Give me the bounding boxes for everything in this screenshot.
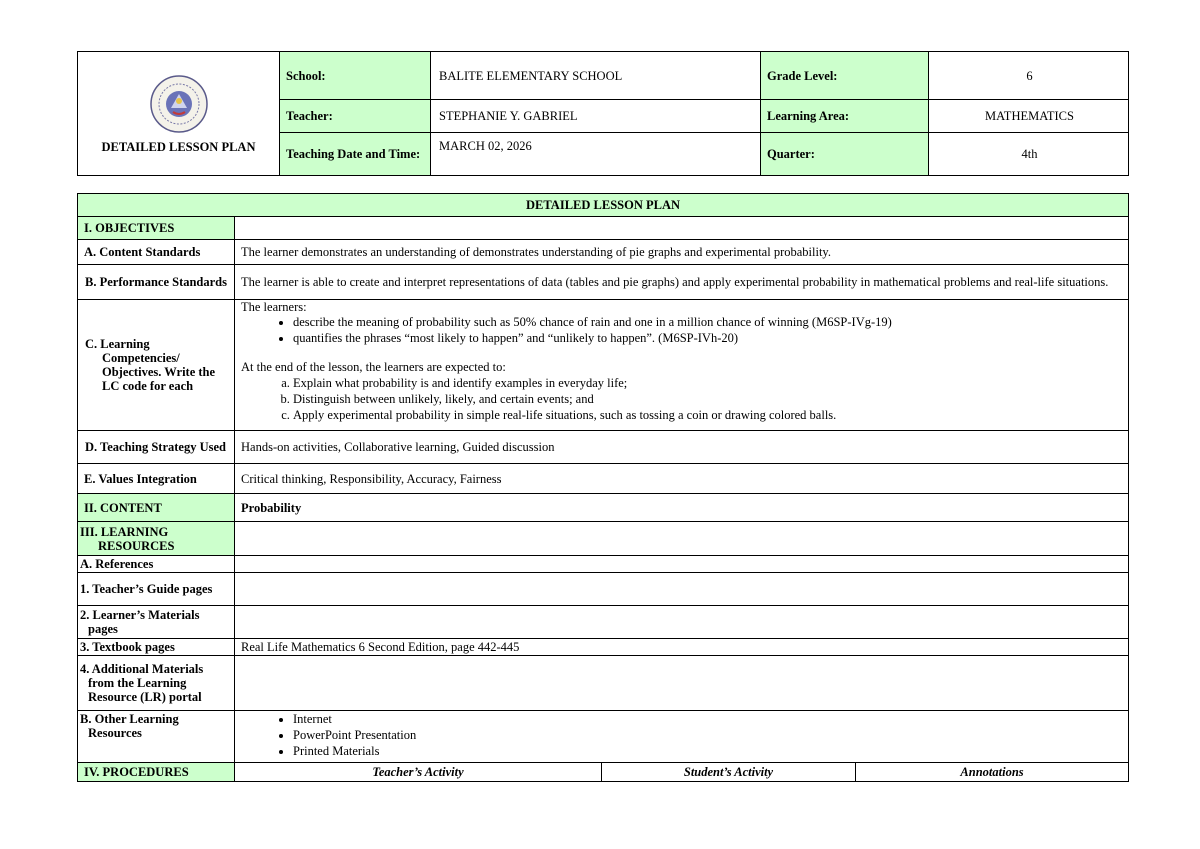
content-value: Probability — [235, 494, 1129, 522]
learning-area-value: MATHEMATICS — [929, 100, 1129, 133]
additional-materials-value — [235, 656, 1129, 711]
learning-area-label: Learning Area: — [761, 100, 929, 133]
lesson-plan-table — [77, 193, 1129, 782]
lc-intro: The learners: — [241, 300, 307, 314]
learning-competencies-label: C. Learning Competencies/ Objectives. Write the LC code for each — [78, 300, 235, 431]
other-resource-item: • Internet — [293, 711, 1122, 727]
teacher-value: STEPHANIE Y. GABRIEL — [431, 100, 761, 133]
student-activity-header: Student’s Activity — [602, 763, 856, 782]
performance-standards-label: B. Performance Standards — [78, 265, 235, 300]
lc-objective: b. Distinguish between unlikely, likely, and certain events; and — [293, 391, 1122, 407]
textbook-pages-label: 3. Textbook pages — [78, 639, 235, 656]
lc-objective-list — [241, 375, 1122, 423]
teachers-guide-value — [235, 573, 1129, 606]
content-label: II. CONTENT — [78, 494, 235, 522]
deped-seal-icon — [149, 74, 209, 134]
teaching-date-label: Teaching Date and Time: — [280, 133, 431, 176]
objectives-value — [235, 217, 1129, 240]
lc-bullet: • quantifies the phrases “most likely to happen” and “unlikely to happen”. (M6SP-IVh-20) — [293, 330, 1122, 346]
learners-materials-label: 2. Learner’s Materials pages — [78, 606, 235, 639]
lc-bullet: • describe the meaning of probability such as 50% chance of rain and one in a million chance of winning (M6SP-IVg-19) — [293, 314, 1122, 330]
teaching-strategy-label: D. Teaching Strategy Used — [78, 431, 235, 464]
plan-title: DETAILED LESSON PLAN — [78, 194, 1129, 217]
teaching-strategy-value: Hands-on activities, Collaborative learning, Guided discussion — [235, 431, 1129, 464]
procedures-label: IV. PROCEDURES — [78, 763, 235, 782]
doc-title: DETAILED LESSON PLAN — [101, 139, 256, 154]
lc-bullet-list — [241, 314, 1122, 346]
lc-objective: a. Explain what probability is and identify examples in everyday life; — [293, 375, 1122, 391]
teacher-label: Teacher: — [280, 100, 431, 133]
lc-end-intro: At the end of the lesson, the learners are expected to: — [241, 360, 506, 374]
grade-level-value: 6 — [929, 52, 1129, 100]
content-standards-label: A. Content Standards — [78, 240, 235, 265]
performance-standards-value: The learner is able to create and interpret representations of data (tables and pie graphs) and apply experimental probability in mathematical problems and real-life situations. — [235, 265, 1129, 300]
learners-materials-value — [235, 606, 1129, 639]
other-resource-item: • Printed Materials — [293, 743, 1122, 759]
references-value — [235, 556, 1129, 573]
content-standards-value: The learner demonstrates an understanding of demonstrates understanding of pie graphs and experimental probability. — [235, 240, 1129, 265]
annotations-header: Annotations — [856, 763, 1129, 782]
school-value: BALITE ELEMENTARY SCHOOL — [431, 52, 761, 100]
school-label: School: — [280, 52, 431, 100]
teachers-guide-label: 1. Teacher’s Guide pages — [78, 573, 235, 606]
learning-resources-value — [235, 522, 1129, 556]
references-label: A. References — [78, 556, 235, 573]
objectives-label: I. OBJECTIVES — [78, 217, 235, 240]
learning-resources-label: III. LEARNING RESOURCES — [78, 522, 235, 556]
other-resources-value — [235, 711, 1129, 763]
teaching-date-value: MARCH 02, 2026 — [431, 133, 761, 176]
quarter-value: 4th — [929, 133, 1129, 176]
grade-level-label: Grade Level: — [761, 52, 929, 100]
quarter-label: Quarter: — [761, 133, 929, 176]
header-title-cell — [78, 52, 280, 176]
values-integration-label: E. Values Integration — [78, 464, 235, 494]
header-table — [77, 51, 1129, 176]
additional-materials-label: 4. Additional Materials from the Learning Resource (LR) portal — [78, 656, 235, 711]
teacher-activity-header: Teacher’s Activity — [235, 763, 602, 782]
lc-objective: c. Apply experimental probability in simple real-life situations, such as tossing a coin or drawing colored balls. — [293, 407, 1122, 423]
other-resources-label: B. Other Learning Resources — [78, 711, 235, 763]
values-integration-value: Critical thinking, Responsibility, Accuracy, Fairness — [235, 464, 1129, 494]
learning-competencies-value — [235, 300, 1129, 431]
textbook-pages-value: Real Life Mathematics 6 Second Edition, page 442-445 — [235, 639, 1129, 656]
other-resource-item: • PowerPoint Presentation — [293, 727, 1122, 743]
other-resources-list — [241, 711, 1122, 759]
